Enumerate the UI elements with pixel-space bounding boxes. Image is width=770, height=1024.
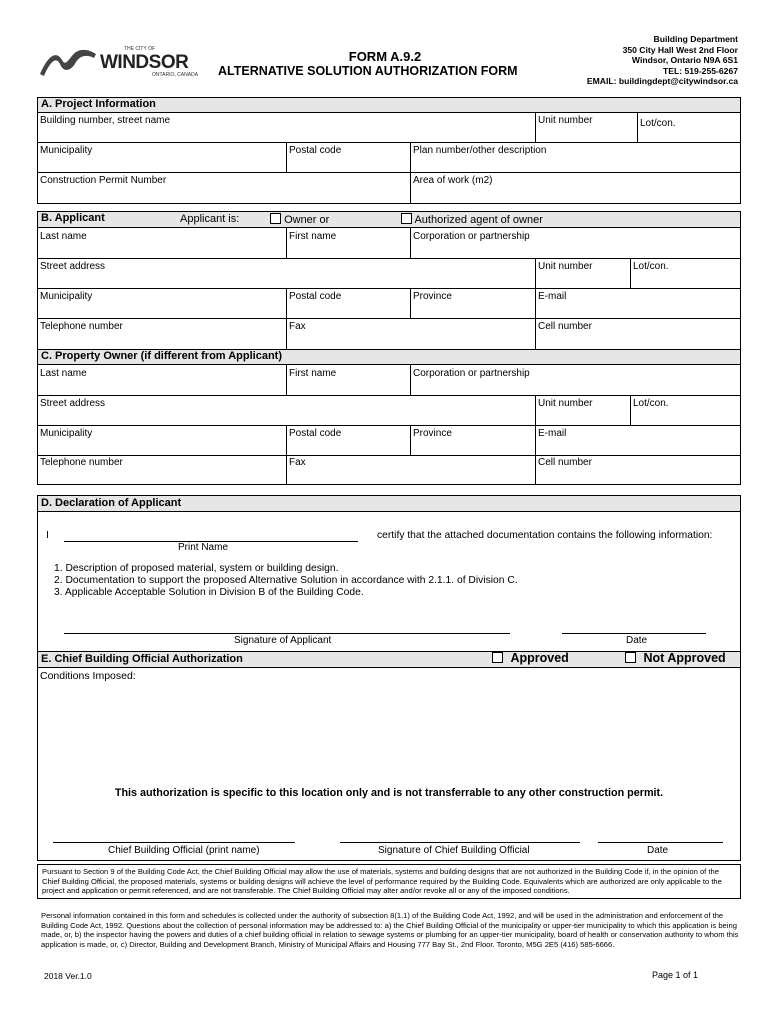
declaration-list [54,563,518,599]
date-line[interactable] [562,633,706,634]
dept-address2: Windsor, Ontario N9A 6S1 [631,55,738,66]
b-cell-field[interactable]: Cell number [538,321,592,332]
cbo-name-line[interactable] [53,842,295,843]
c-municipality-field[interactable]: Municipality [40,428,93,439]
section-a-header: A. Project Information [37,97,741,113]
dept-email: EMAIL: buildingdept@citywindsor.ca [586,76,738,87]
form-number: FORM A.9.2 [348,49,422,64]
c-province-field[interactable]: Province [413,428,452,439]
c-first-name-field[interactable]: First name [289,368,337,379]
b-phone-field[interactable]: Telephone number [40,321,123,332]
b-last-name-field[interactable]: Last name [40,231,87,242]
b-municipality-field[interactable]: Municipality [40,291,93,302]
b-lot-field[interactable]: Lot/con. [633,261,669,272]
approved-option[interactable] [492,651,569,665]
owner-option[interactable] [270,213,329,226]
signature-label: Signature of Applicant [234,635,332,646]
not-approved-label: Not Approved [643,651,726,665]
c-email-field[interactable]: E-mail [538,428,567,439]
approved-checkbox[interactable] [492,652,503,663]
section-e-title: E. Chief Building Official Authorization [41,653,243,665]
lot-field[interactable]: Lot/con. [640,118,676,129]
b-corporation-field[interactable]: Corporation or partnership [413,231,530,242]
pursuant-text: Pursuant to Section 9 of the Building Code Act, the Chief Building Official may allow the use of materials, systems and building designs that are not authorized in the Building Code if, in the opinion of the Chief Building Official, the proposed materials, systems or building designs will achieve the level of performance required by the Building Code. Equivalents which are authorized are only applicable to the project and application or permit referenced, and are not transferable. The Chief Building Official may alter and/or revoke all or any of the imposed conditions. [42,867,722,896]
municipality-field[interactable]: Municipality [40,145,93,156]
c-lot-field[interactable]: Lot/con. [633,398,669,409]
form-title: ALTERNATIVE SOLUTION AUTHORIZATION FORM [218,64,518,78]
dept-tel: TEL: 519-255-6267 [663,65,738,76]
b-fax-field[interactable]: Fax [289,321,306,332]
declaration-item-3: 3. Applicable Acceptable Solution in Division B of the Building Code. [54,587,364,598]
postal-field[interactable]: Postal code [289,145,342,156]
cbo-signature-line[interactable] [340,842,580,843]
logo-main-text: WINDSOR [100,52,189,73]
certify-text: certify that the attached documentation contains the following information: [377,530,713,541]
c-postal-field[interactable]: Postal code [289,428,342,439]
b-postal-field[interactable]: Postal code [289,291,342,302]
cbo-date-line[interactable] [598,842,723,843]
section-b-header [37,211,741,228]
page-number: Page 1 of 1 [652,970,699,980]
version-label: 2018 Ver.1.0 [44,971,92,981]
section-c-header: C. Property Owner (if different from Applicant) [37,349,741,365]
permit-field[interactable]: Construction Permit Number [40,175,167,186]
not-approved-option[interactable] [625,651,726,665]
building-field[interactable]: Building number, street name [40,115,171,126]
conditions-input[interactable] [40,684,738,780]
c-cell-field[interactable]: Cell number [538,457,592,468]
b-first-name-field[interactable]: First name [289,231,337,242]
c-corporation-field[interactable]: Corporation or partnership [413,368,530,379]
cbo-name-label: Chief Building Official (print name) [108,845,260,856]
signature-line[interactable] [64,633,510,634]
date-label: Date [626,635,648,646]
c-fax-field[interactable]: Fax [289,457,306,468]
logo-small-text: THE CITY OF [124,46,156,52]
b-street-field[interactable]: Street address [40,261,106,272]
dept-address1: 350 City Hall West 2nd Floor [622,44,738,55]
agent-option[interactable] [401,213,543,226]
cbo-date-label: Date [647,845,669,856]
declaration-i: I [46,529,49,541]
declaration-item-2: 2. Documentation to support the proposed Alternative Solution in accordance with 2.1.1. of Division C. [54,575,518,586]
c-phone-field[interactable]: Telephone number [40,457,123,468]
cbo-signature-label: Signature of Chief Building Official [378,845,530,856]
c-last-name-field[interactable]: Last name [40,368,87,379]
dept-contact [587,34,738,87]
agent-checkbox[interactable] [401,213,412,224]
dept-name: Building Department [653,34,738,44]
c-unit-field[interactable]: Unit number [538,398,593,409]
approved-label: Approved [510,651,569,665]
print-name-label: Print Name [178,542,229,553]
applicant-is-label: Applicant is: [180,213,240,225]
b-email-field[interactable]: E-mail [538,291,567,302]
section-d-header: D. Declaration of Applicant [37,495,741,512]
owner-label: Owner or [284,214,330,226]
conditions-label: Conditions Imposed: [40,670,136,682]
pursuant-box [37,864,741,899]
b-province-field[interactable]: Province [413,291,452,302]
declaration-item-1: 1. Description of proposed material, system or building design. [54,563,339,574]
authorization-notice: This authorization is specific to this location only and is not transferrable to any other construction permit. [114,787,664,799]
owner-checkbox[interactable] [270,213,281,224]
agent-label: Authorized agent of owner [414,214,543,226]
logo-sub-text: ONTARIO, CANADA [152,72,199,78]
not-approved-checkbox[interactable] [625,652,636,663]
c-street-field[interactable]: Street address [40,398,106,409]
unit-field[interactable]: Unit number [538,115,593,126]
section-b-title: B. Applicant [41,212,105,224]
privacy-text: Personal information contained in this form and schedules is collected under the authority of subsection 8(1.1) of the Building Code Act, 1992, and will be used in the administration and enforcement of the Building Code Act, 1992. Questions about the collection of personal information may be addressed to: a) the Chief Building Official of the municipality or upper-tier municipality to which this application is being made, or, b) the inspector having the powers and duties of a chief building official in relation to sewage systems or plumbing for an upper-tier municipality, board of health or conservation authority to whom this application is made, or, c) Director, Building and Development Branch, Ministry of Municipal Affairs and Housing 777 Bay St., 2nd Floor. Toronto, M5G 2E5 (416) 585-6666. [41,911,739,949]
b-unit-field[interactable]: Unit number [538,261,593,272]
area-field[interactable]: Area of work (m2) [413,175,493,186]
plan-field[interactable]: Plan number/other description [413,145,547,156]
